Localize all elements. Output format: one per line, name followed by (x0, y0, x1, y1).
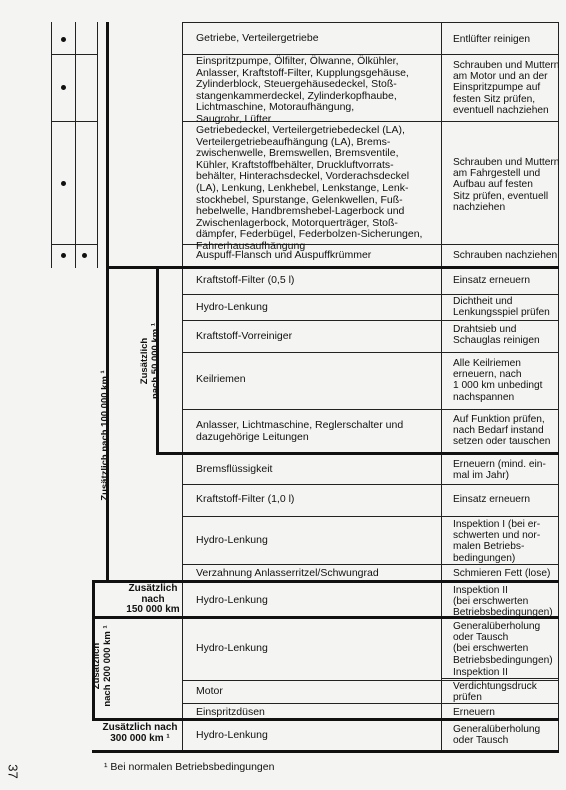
row-component: Kraftstoff-Filter (0,5 l) (196, 274, 295, 286)
row-component: Getriebedeckel, Verteilergetriebedeckel (LA), Verteilergetriebeaufhängung (LA), Brems- zwischenwelle, Bremswellen, Bremsventile, Kühler, Kraftstoffbehälter, Druckluftvorrats- behälter, Hinterachsdeckel, Vorderachsdeckel (LA), Lenkung, Lenkhebel, Lenkstange, Lenk- stockhebel, Spurstange, Gelenkwellen, Fuß- hebelwelle, Handbremshebel-Lagerbock und Zwischenlagerbock, Motorquerträger, Stoß- dämpfer, Federbügel, Federbolzen-Sicherungen, Fahrerhausaufhängung (196, 124, 423, 252)
row-component: Kraftstoff-Vorreiniger (196, 330, 293, 342)
row-action: Schrauben nachziehen (453, 250, 558, 261)
row-line (182, 484, 559, 485)
page-number: 37 (5, 764, 21, 779)
row-action: Inspektion I (bei er- schwerten und nor- malen Betriebs- bedingungen) (453, 519, 541, 564)
row-action: Alle Keilriemen erneuern, nach 1 000 km unbedingt nachspannen (453, 358, 543, 403)
section-divider (156, 452, 559, 455)
dot-row-line (51, 244, 97, 245)
row-line (182, 320, 559, 321)
row-component: Getriebe, Verteilergetriebe (196, 32, 319, 44)
row-action: Auf Funktion prüfen, nach Bedarf instand setzen oder tauschen (453, 414, 551, 448)
row-component: Kraftstoff-Filter (1,0 l) (196, 493, 295, 505)
dot-col-border-right (97, 22, 98, 268)
table-right-border (558, 22, 559, 752)
row-action: Schmieren Fett (lose) (453, 568, 551, 579)
dot-marker (61, 181, 66, 186)
row-action: Schrauben und Muttern am Fahrgestell und Aufbau auf festen Sitz prüfen, eventuell nachziehen (453, 157, 560, 213)
label-100k: Zusätzlich nach 100 000 km ¹ (99, 370, 111, 501)
row-line (182, 409, 559, 410)
label-50k: Zusätzlich nach 50 000 km ¹ (139, 322, 161, 400)
footnote: ¹ Bei normalen Betriebsbedingungen (104, 761, 275, 773)
row-action: Dichtheit und Lenkungsspiel prüfen (453, 296, 550, 319)
row-action: Einsatz erneuern (453, 494, 531, 505)
row-component: Hydro-Lenkung (196, 642, 268, 654)
row-line (182, 352, 559, 353)
section-divider (92, 718, 559, 721)
row-action: Inspektion II (bei erschwerten Betriebsbedingungen) (453, 585, 553, 619)
label-200k: Zusätzlich nach 200 000 km ¹ (91, 625, 113, 707)
row-action: Einsatz erneuern (453, 275, 531, 286)
row-line (182, 564, 559, 565)
row-action: Drahtsieb und Schauglas reinigen (453, 324, 540, 347)
row-action: Verdichtungsdruck prüfen (453, 681, 537, 704)
label-150k: Zusätzlich nach 150 000 km (126, 583, 180, 615)
row-component: Motor (196, 685, 223, 697)
row-action: Schrauben und Muttern am Motor und an der Einspritzpumpe auf festen Sitz prüfen, eventuell nachziehen (453, 60, 560, 116)
dot-row-line (51, 121, 97, 122)
row-action: Erneuern (453, 707, 495, 718)
row-component: Verzahnung Anlasserritzel/Schwungrad (196, 567, 379, 579)
label-300k: Zusätzlich nach 300 000 km ¹ (102, 722, 178, 744)
dot-marker (61, 37, 66, 42)
dot-col-border-mid (75, 22, 76, 268)
row-line (182, 294, 559, 295)
section-divider (106, 266, 559, 269)
action-col-border (441, 22, 442, 752)
row-component: Einspritzpumpe, Ölfilter, Ölwanne, Ölkühler, Anlasser, Kraftstoff-Filter, Kupplungsgehäuse, Zylinderblock, Steuergehäusedeckel, Stoß- stangenkammerdeckel, Zylinderkopfhaube, Lichtmaschine, Motoraufhängung, Saugrohr, Lüfter (196, 55, 409, 125)
row-component: Auspuff-Flansch und Auspuffkrümmer (196, 249, 372, 261)
dot-row-line (51, 54, 97, 55)
row-action: Generalüberholung oder Tausch (bei erschwerten Betriebsbedingungen) (453, 621, 553, 666)
table-bottom-border (92, 750, 559, 753)
row-component: Einspritzdüsen (196, 706, 265, 718)
dot-marker (61, 85, 66, 90)
row-component: Hydro-Lenkung (196, 729, 268, 741)
dot-marker (82, 253, 87, 258)
row-action: Erneuern (mind. ein- mal im Jahr) (453, 459, 546, 482)
row-action: Generalüberholung oder Tausch (453, 724, 541, 747)
row-component: Hydro-Lenkung (196, 594, 268, 606)
row-line (182, 22, 559, 23)
dot-marker (61, 253, 66, 258)
row-component: Bremsflüssigkeit (196, 463, 273, 475)
row-action: Entlüfter reinigen (453, 34, 531, 45)
row-line (182, 516, 559, 517)
component-col-border (182, 22, 183, 752)
row-component: Hydro-Lenkung (196, 534, 268, 546)
row-action: Inspektion II (453, 667, 508, 678)
dot-col-border-left (51, 22, 52, 268)
row-component: Hydro-Lenkung (196, 301, 268, 313)
row-component: Anlasser, Lichtmaschine, Reglerschalter und dazugehörige Leitungen (196, 419, 404, 443)
row-component: Keilriemen (196, 373, 246, 385)
